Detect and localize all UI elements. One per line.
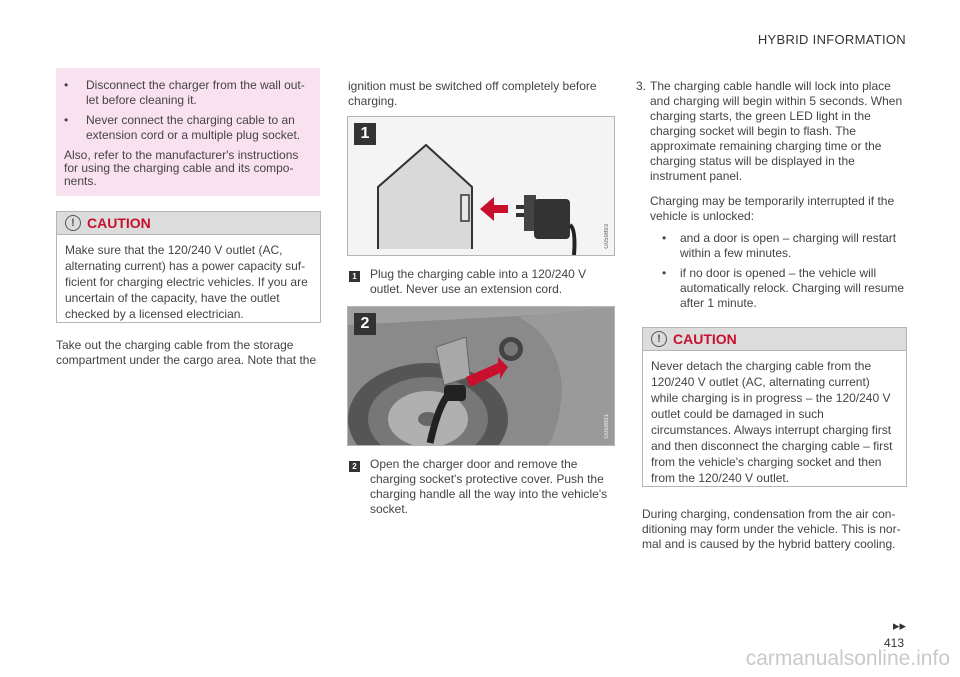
- caution-text: Make sure that the 120/240 V outlet (AC, alternating current) has a power capacity suf-ficient for charging electric vehicles. If you are uncertain of the capacity, have the outlet checked by a licensed electrician.: [65, 243, 308, 321]
- watermark: carmanualsonline.info: [745, 647, 950, 670]
- figure-code: G059891: [604, 414, 610, 439]
- caution-icon: !: [65, 215, 81, 231]
- caution-title: CAUTION: [87, 215, 151, 231]
- house-outlet-illustration: [348, 117, 614, 255]
- step-number: 2: [349, 461, 360, 472]
- figure-plug-into-outlet: [347, 116, 615, 256]
- sub-bullet-text: and a door is open – charging will restart within a few minutes.: [680, 231, 897, 260]
- section-header: HYBRID INFORMATION: [757, 32, 906, 47]
- manufacturer-note: Also, refer to the manufacturer's instructions for using the charging cable and its compo-nents.: [64, 148, 299, 188]
- paragraph: During charging, condensation from the air con-ditioning may form under the vehicle. This is nor-mal and is caused by the hybrid battery cooling.: [642, 507, 901, 551]
- page-number: 413: [883, 636, 904, 650]
- step-number: 1: [349, 271, 360, 282]
- caution-icon: !: [651, 331, 667, 347]
- paragraph: ignition must be switched off completely before charging.: [348, 79, 597, 108]
- bullet-marker: •: [64, 78, 69, 92]
- paragraph: Take out the charging cable from the storage compartment under the cargo area. Note that the: [56, 338, 317, 367]
- figure-code: G059893: [604, 224, 610, 249]
- figure-number: 1: [354, 123, 376, 145]
- bullet-marker: •: [662, 231, 667, 245]
- bullet-marker: •: [64, 113, 69, 127]
- figure-charging-socket: [347, 306, 615, 446]
- caution-text: Never detach the charging cable from the 120/240 V outlet (AC, alternating current) while charging is in progress – the 120/240 V outlet could be damaged in such circumstances. Always interrupt charging first and then disconnect the charging cable – first from the vehicle's charging socket and then from the 120/240 V outlet.: [651, 359, 893, 485]
- step-text: Plug the charging cable into a 120/240 V outlet. Never use an extension cord.: [370, 267, 587, 296]
- step-number: 3.: [636, 79, 647, 93]
- continue-arrows-icon: ▸▸: [892, 618, 906, 633]
- caution-title: CAUTION: [673, 331, 737, 347]
- figure-number: 2: [354, 313, 376, 335]
- car-socket-illustration: [348, 307, 614, 445]
- step-text: Open the charger door and remove the charging socket's protective cover. Push the charging handle all the way into the vehicle's socket.: [370, 457, 608, 516]
- interrupt-note: Charging may be temporarily interrupted if the vehicle is unlocked:: [650, 194, 895, 223]
- caution-box: [56, 211, 321, 323]
- sub-bullet-text: if no door is opened – the vehicle will automatically relock. Charging will resume after 1 minute.: [680, 266, 905, 310]
- bullet-text: Disconnect the charger from the wall out-let before cleaning it.: [86, 78, 305, 107]
- step-text: The charging cable handle will lock into place and charging will begin within 5 seconds. When charging starts, the green LED light in the charging socket will begin to flash. The approximate remaining charging time or the charging status will be displayed in the instrument panel.: [650, 79, 903, 183]
- caution-header: [643, 328, 906, 351]
- caution-header: [57, 212, 320, 235]
- caution-box: [642, 327, 907, 487]
- warning-box: [56, 68, 320, 196]
- bullet-text: Never connect the charging cable to an extension cord or a multiple plug socket.: [86, 113, 301, 142]
- bullet-marker: •: [662, 266, 667, 280]
